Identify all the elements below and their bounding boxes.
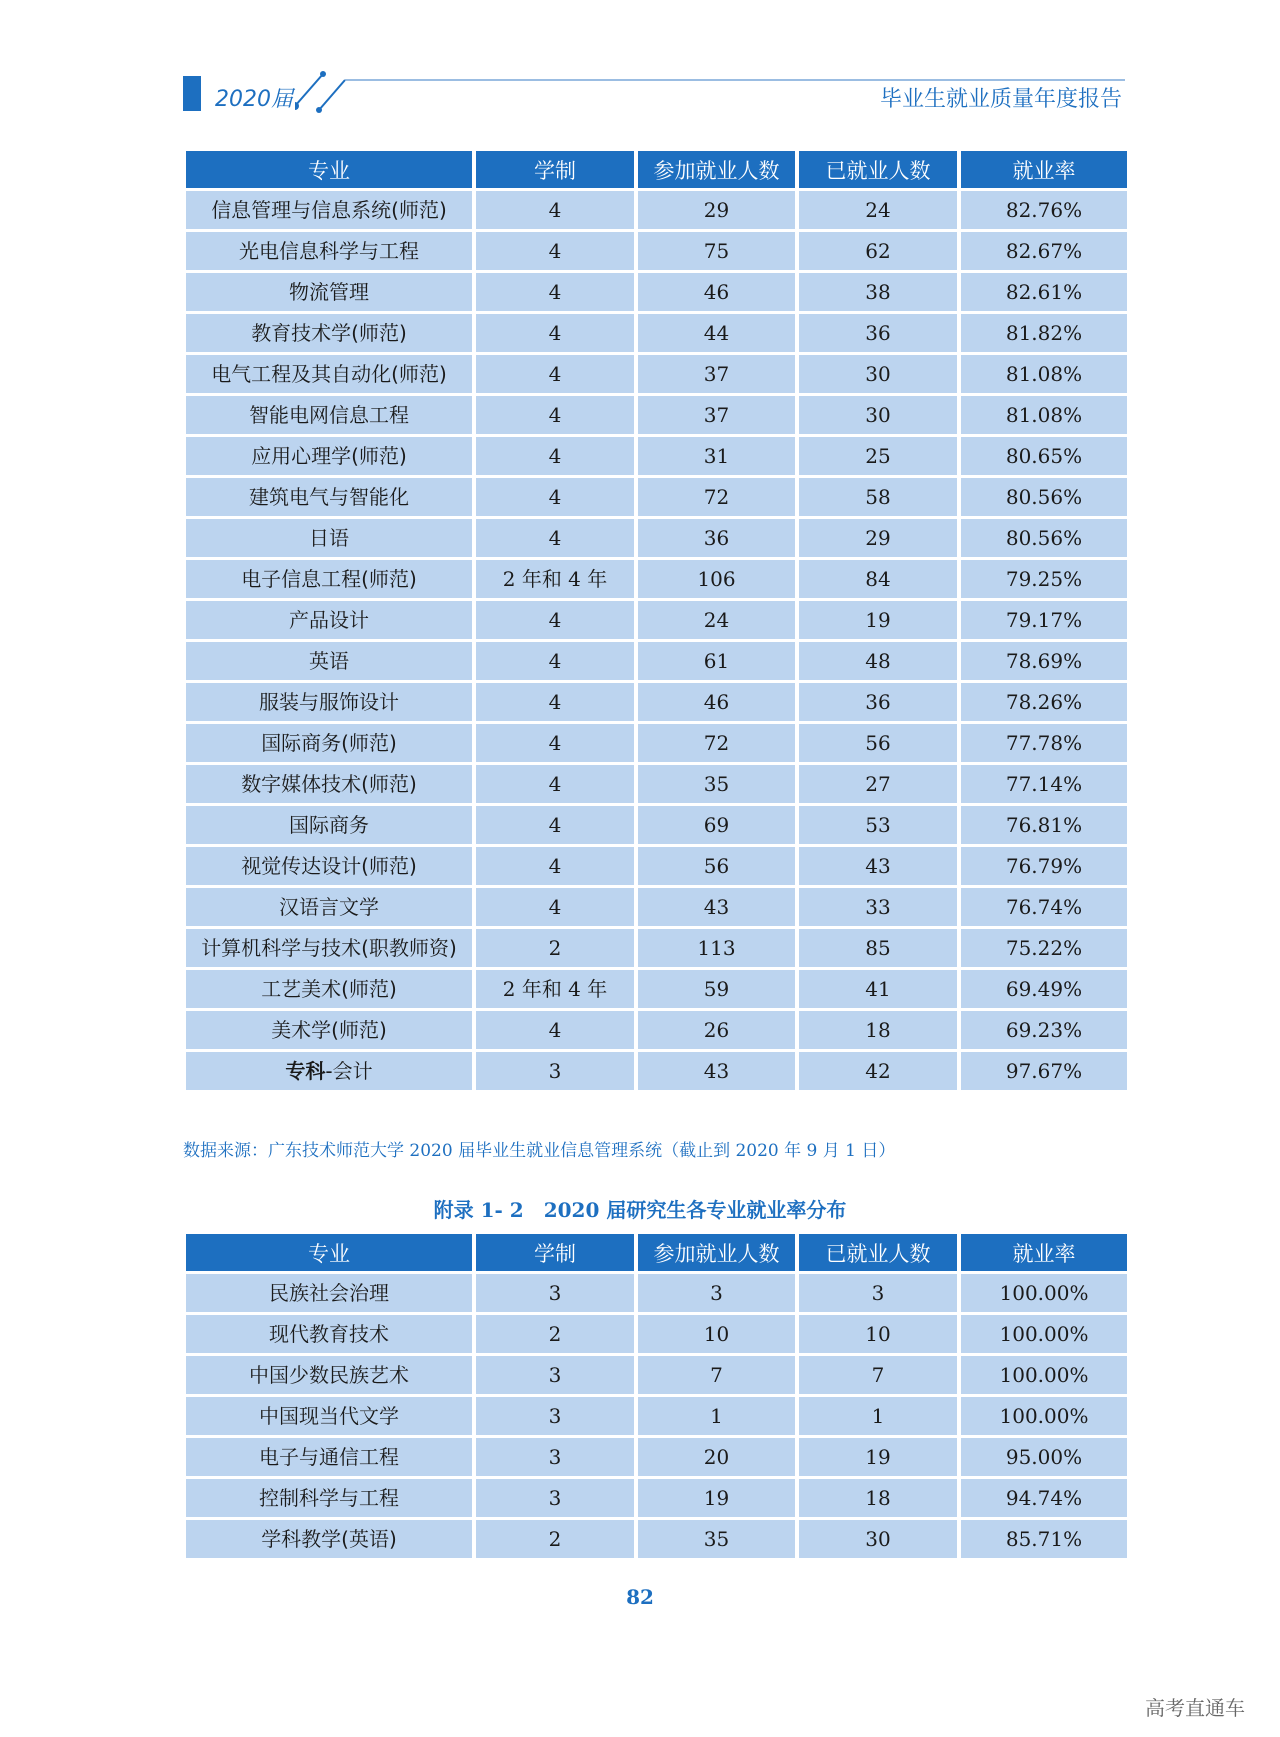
cell-duration: 3 [476,1438,634,1476]
cell-duration: 4 [476,765,634,803]
cell-employed: 18 [799,1011,957,1049]
graduate-employment-table [182,1231,1131,1561]
cell-participants: 106 [638,560,795,598]
cell-duration: 3 [476,1479,634,1517]
table-row [186,1438,1127,1476]
table-row [186,1520,1127,1558]
cell-major: 教育技术学(师范) [186,314,472,352]
cell-employed: 56 [799,724,957,762]
cell-employed: 53 [799,806,957,844]
cell-duration: 4 [476,396,634,434]
cell-rate: 100.00% [961,1274,1127,1312]
table-row [186,1274,1127,1312]
cell-employed: 18 [799,1479,957,1517]
table-row [186,1011,1127,1049]
cell-major: 工艺美术(师范) [186,970,472,1008]
cell-duration: 4 [476,683,634,721]
cell-participants: 26 [638,1011,795,1049]
cell-rate: 82.76% [961,191,1127,229]
cell-rate: 78.69% [961,642,1127,680]
cell-employed: 36 [799,314,957,352]
cell-duration: 4 [476,314,634,352]
cell-duration: 4 [476,806,634,844]
table-row [186,396,1127,434]
cell-participants: 20 [638,1438,795,1476]
cell-duration: 4 [476,232,634,270]
cell-participants: 10 [638,1315,795,1353]
cell-rate: 81.08% [961,396,1127,434]
cell-rate: 79.25% [961,560,1127,598]
cell-major: 日语 [186,519,472,557]
table-row [186,806,1127,844]
table-row [186,929,1127,967]
cell-duration: 4 [476,1011,634,1049]
cell-major: 美术学(师范) [186,1011,472,1049]
cell-duration: 4 [476,642,634,680]
table-row [186,1479,1127,1517]
cell-rate: 100.00% [961,1356,1127,1394]
cell-rate: 100.00% [961,1315,1127,1353]
header-year: 2020届 [215,87,293,112]
header-major: 专业 [186,151,472,188]
cell-employed: 85 [799,929,957,967]
cell-major: 英语 [186,642,472,680]
cell-employed: 27 [799,765,957,803]
cell-participants: 24 [638,601,795,639]
cell-major: 国际商务 [186,806,472,844]
cell-rate: 77.78% [961,724,1127,762]
cell-rate: 80.56% [961,519,1127,557]
cell-participants: 3 [638,1274,795,1312]
table-row [186,1315,1127,1353]
cell-employed: 38 [799,273,957,311]
cell-participants: 19 [638,1479,795,1517]
cell-employed: 7 [799,1356,957,1394]
table-row [186,683,1127,721]
cell-employed: 19 [799,601,957,639]
cell-major: 电子与通信工程 [186,1438,472,1476]
cell-participants: 61 [638,642,795,680]
cell-rate: 100.00% [961,1397,1127,1435]
header-duration: 学制 [476,1234,634,1271]
cell-rate: 97.67% [961,1052,1127,1090]
cell-participants: 46 [638,273,795,311]
table-row [186,232,1127,270]
cell-major: 建筑电气与智能化 [186,478,472,516]
cell-employed: 84 [799,560,957,598]
header-participants: 参加就业人数 [638,1234,795,1271]
table-row [186,970,1127,1008]
table-row [186,314,1127,352]
cell-employed: 62 [799,232,957,270]
table-row [186,1356,1127,1394]
cell-employed: 30 [799,396,957,434]
cell-participants: 7 [638,1356,795,1394]
header-title: 毕业生就业质量年度报告 [879,87,1122,112]
cell-major: 应用心理学(师范) [186,437,472,475]
cell-major: 电子信息工程(师范) [186,560,472,598]
cell-duration: 2 年和 4 年 [476,560,634,598]
cell-rate: 69.49% [961,970,1127,1008]
table-row [186,1052,1127,1090]
table-row [186,601,1127,639]
cell-participants: 72 [638,478,795,516]
cell-rate: 82.67% [961,232,1127,270]
cell-major: 汉语言文学 [186,888,472,926]
table-row [186,519,1127,557]
cell-participants: 43 [638,1052,795,1090]
table-row [186,191,1127,229]
cell-duration: 2 年和 4 年 [476,970,634,1008]
cell-duration: 4 [476,355,634,393]
cell-participants: 72 [638,724,795,762]
cell-employed: 1 [799,1397,957,1435]
header-duration: 学制 [476,151,634,188]
cell-duration: 4 [476,519,634,557]
cell-employed: 24 [799,191,957,229]
cell-rate: 76.74% [961,888,1127,926]
cell-employed: 25 [799,437,957,475]
cell-participants: 56 [638,847,795,885]
cell-rate: 81.08% [961,355,1127,393]
cell-major: 电气工程及其自动化(师范) [186,355,472,393]
table-row [186,355,1127,393]
cell-participants: 59 [638,970,795,1008]
cell-major: 信息管理与信息系统(师范) [186,191,472,229]
cell-duration: 3 [476,1052,634,1090]
cell-participants: 35 [638,765,795,803]
cell-major: 服装与服饰设计 [186,683,472,721]
cell-participants: 43 [638,888,795,926]
table-row [186,560,1127,598]
cell-participants: 75 [638,232,795,270]
cell-duration: 3 [476,1356,634,1394]
cell-major: 控制科学与工程 [186,1479,472,1517]
table-row [186,642,1127,680]
cell-rate: 76.79% [961,847,1127,885]
cell-duration: 4 [476,191,634,229]
cell-participants: 69 [638,806,795,844]
cell-major: 智能电网信息工程 [186,396,472,434]
cell-employed: 58 [799,478,957,516]
cell-major-prefix: 专科 [285,1059,326,1083]
cell-employed: 3 [799,1274,957,1312]
table-header-row [186,151,1127,188]
header-rate: 就业率 [961,1234,1127,1271]
cell-major: 光电信息科学与工程 [186,232,472,270]
watermark-text: 高考直通车 [1145,1696,1245,1720]
cell-participants: 36 [638,519,795,557]
cell-duration: 4 [476,273,634,311]
cell-major: 产品设计 [186,601,472,639]
cell-employed: 33 [799,888,957,926]
cell-employed: 36 [799,683,957,721]
cell-participants: 46 [638,683,795,721]
cell-employed: 19 [799,1438,957,1476]
cell-rate: 77.14% [961,765,1127,803]
table-header-row [186,1234,1127,1271]
cell-duration: 2 [476,929,634,967]
cell-duration: 2 [476,1520,634,1558]
table-row [186,478,1127,516]
header-accent-bar [183,76,201,111]
cell-participants: 1 [638,1397,795,1435]
page-header [0,0,1280,130]
cell-major: 视觉传达设计(师范) [186,847,472,885]
table-row [186,765,1127,803]
cell-duration: 4 [476,437,634,475]
table-row [186,437,1127,475]
cell-rate: 78.26% [961,683,1127,721]
cell-employed: 48 [799,642,957,680]
table-row [186,888,1127,926]
page-number: 82 [626,1585,654,1609]
cell-rate: 75.22% [961,929,1127,967]
cell-rate: 69.23% [961,1011,1127,1049]
cell-participants: 31 [638,437,795,475]
cell-participants: 44 [638,314,795,352]
cell-participants: 37 [638,355,795,393]
header-rate: 就业率 [961,151,1127,188]
table-row [186,847,1127,885]
cell-major: 国际商务(师范) [186,724,472,762]
cell-duration: 3 [476,1397,634,1435]
cell-major: 中国现当代文学 [186,1397,472,1435]
cell-participants: 113 [638,929,795,967]
cell-employed: 10 [799,1315,957,1353]
header-employed: 已就业人数 [799,1234,957,1271]
cell-major: 中国少数民族艺术 [186,1356,472,1394]
cell-duration: 4 [476,601,634,639]
cell-rate: 76.81% [961,806,1127,844]
header-participants: 参加就业人数 [638,151,795,188]
cell-duration: 4 [476,724,634,762]
cell-participants: 29 [638,191,795,229]
cell-rate: 85.71% [961,1520,1127,1558]
header-employed: 已就业人数 [799,151,957,188]
cell-major: 计算机科学与技术(职教师资) [186,929,472,967]
cell-major: 学科教学(英语) [186,1520,472,1558]
table-caption: 附录 1- 2 2020 届研究生各专业就业率分布 [433,1198,847,1222]
cell-employed: 43 [799,847,957,885]
cell-duration: 4 [476,888,634,926]
cell-employed: 30 [799,1520,957,1558]
cell-duration: 2 [476,1315,634,1353]
cell-employed: 30 [799,355,957,393]
table-row [186,724,1127,762]
undergrad-employment-table [182,148,1131,1093]
header-major: 专业 [186,1234,472,1271]
cell-employed: 29 [799,519,957,557]
cell-employed: 41 [799,970,957,1008]
table-row [186,273,1127,311]
cell-duration: 4 [476,847,634,885]
cell-employed: 42 [799,1052,957,1090]
cell-major: 数字媒体技术(师范) [186,765,472,803]
cell-major: 民族社会治理 [186,1274,472,1312]
cell-rate: 95.00% [961,1438,1127,1476]
cell-rate: 82.61% [961,273,1127,311]
cell-duration: 3 [476,1274,634,1312]
table-row [186,1397,1127,1435]
cell-participants: 37 [638,396,795,434]
cell-rate: 94.74% [961,1479,1127,1517]
cell-major: 现代教育技术 [186,1315,472,1353]
cell-rate: 80.56% [961,478,1127,516]
cell-duration: 4 [476,478,634,516]
cell-rate: 79.17% [961,601,1127,639]
data-source-note: 数据来源：广东技术师范大学 2020 届毕业生就业信息管理系统（截止到 2020 年 9 月 1 日） [183,1141,896,1161]
cell-rate: 80.65% [961,437,1127,475]
cell-major: 专科-会计 [186,1052,472,1090]
cell-rate: 81.82% [961,314,1127,352]
cell-participants: 35 [638,1520,795,1558]
cell-major: 物流管理 [186,273,472,311]
